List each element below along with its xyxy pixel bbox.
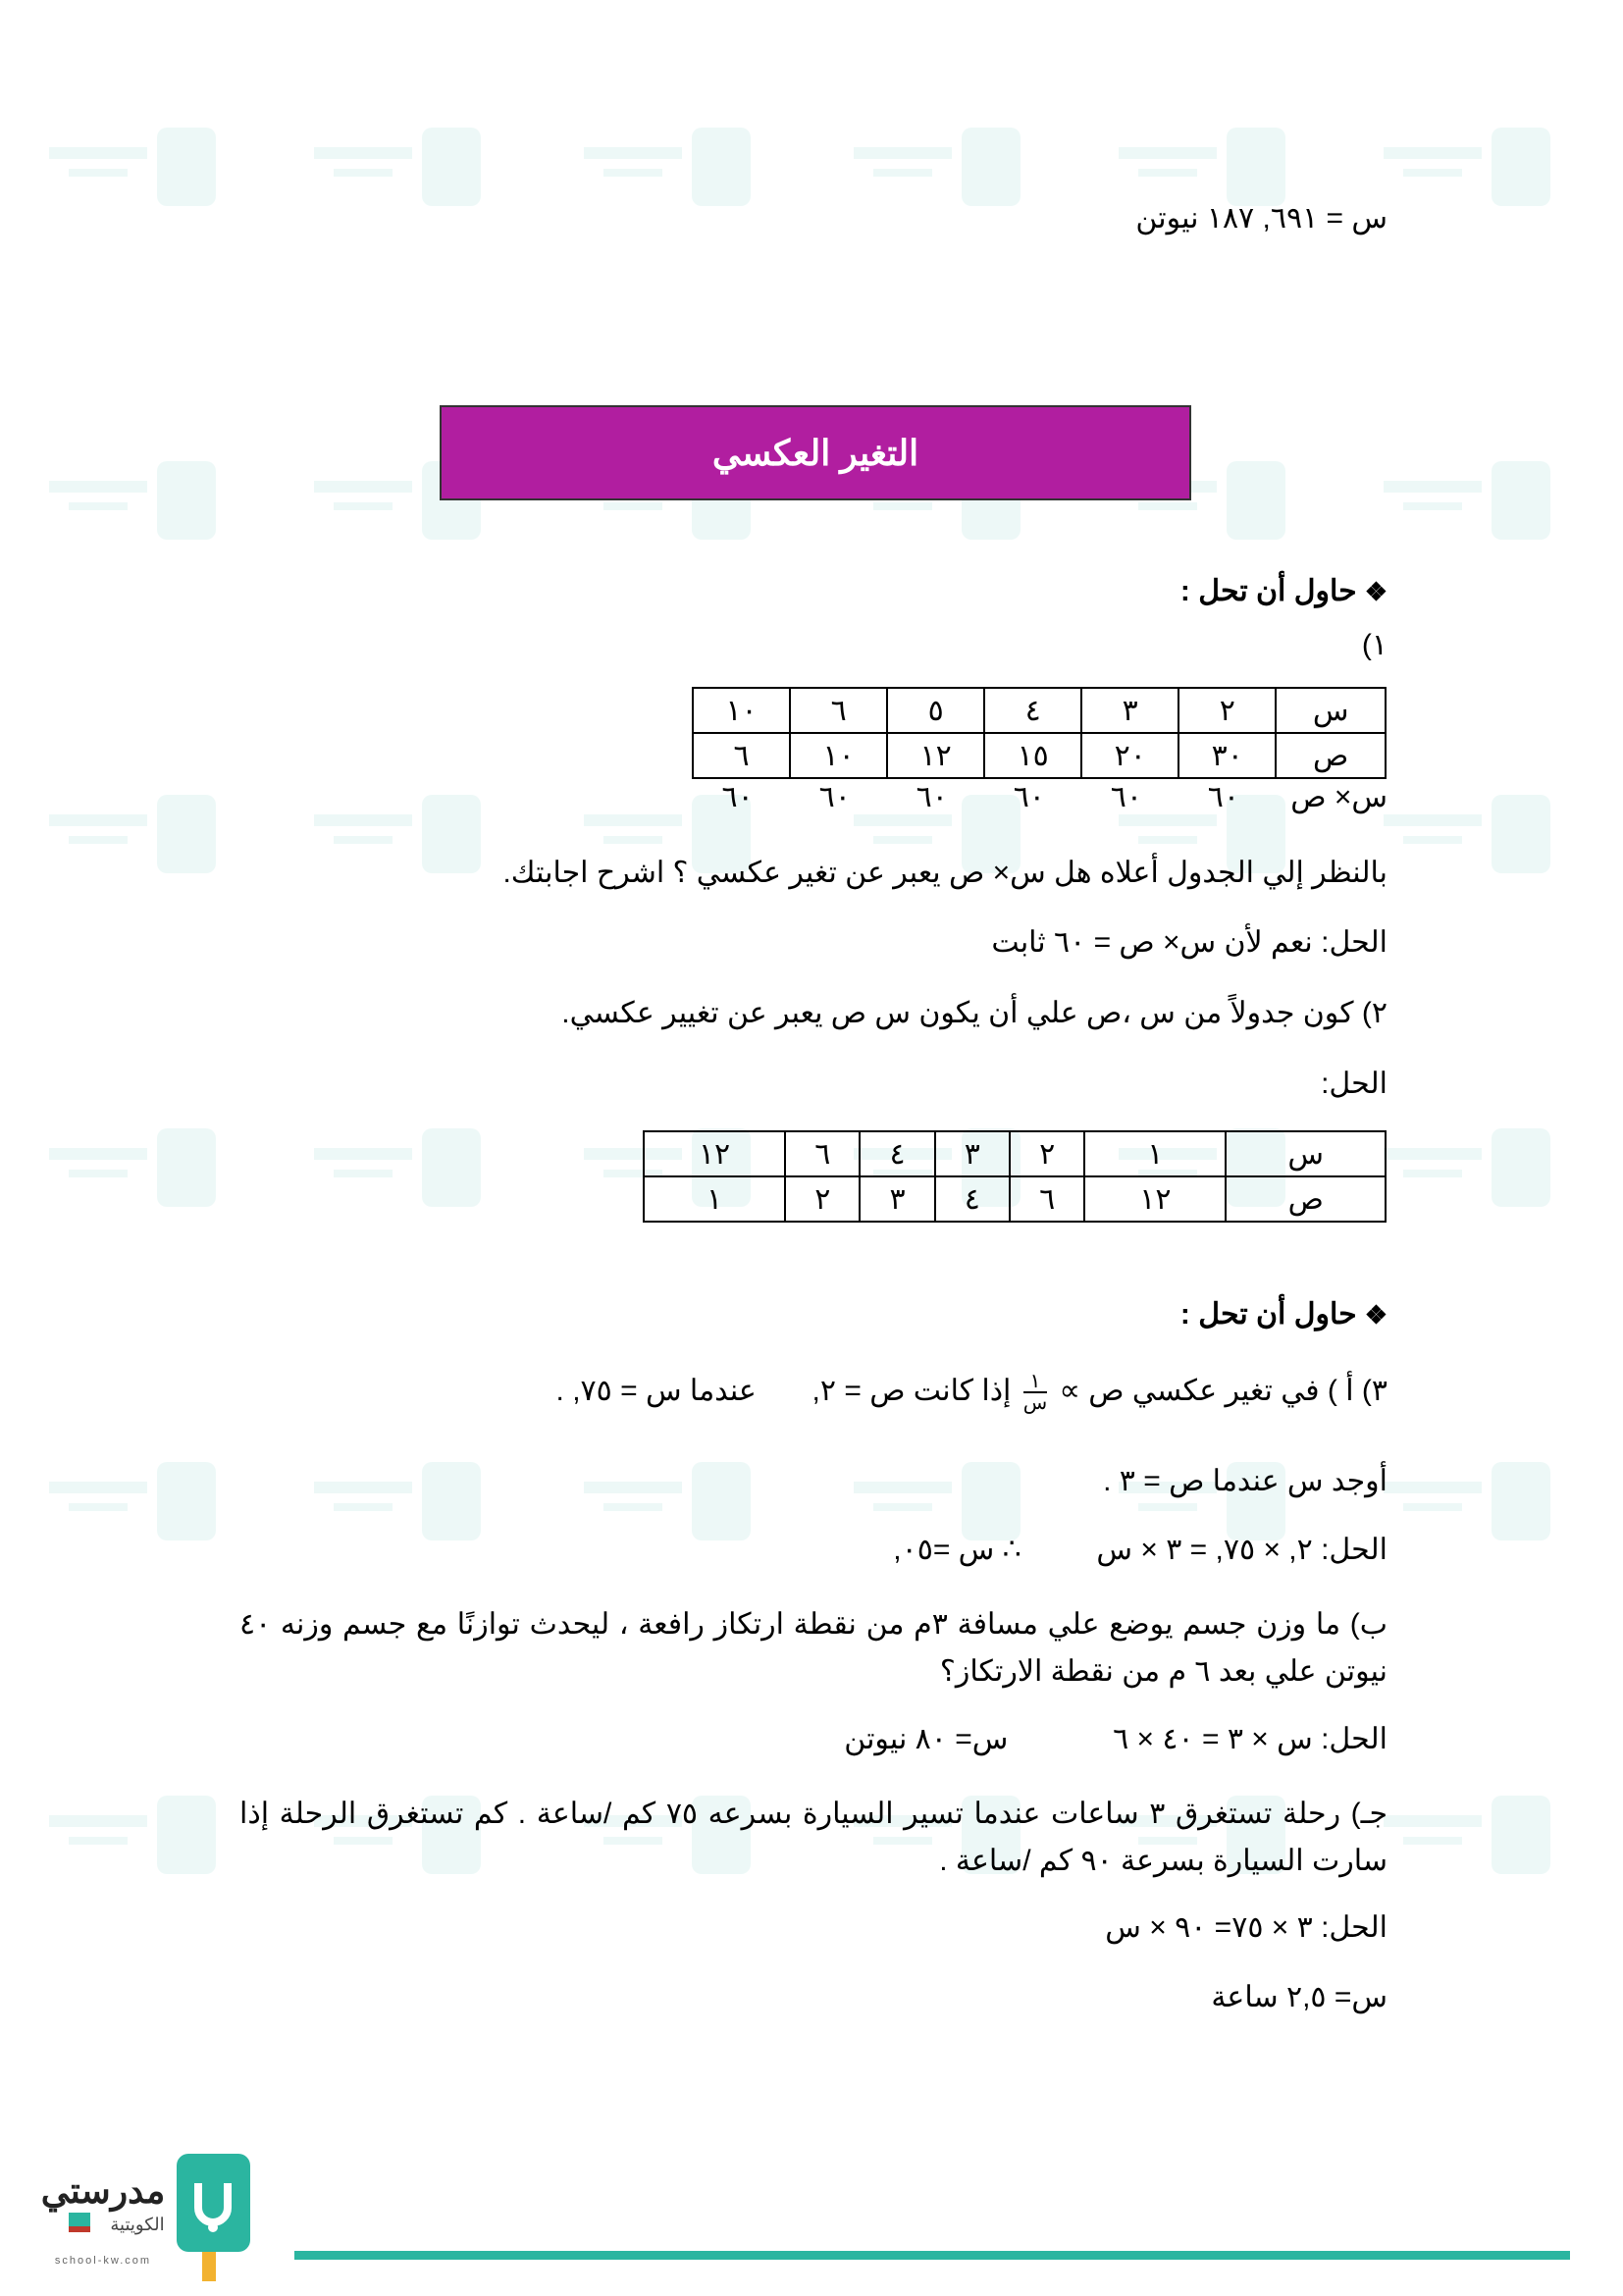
table-cell: ٦	[790, 688, 887, 733]
product-value: ٦٠	[916, 781, 948, 813]
question-1-solution: الحل: نعم لأن س× ص = ٦٠ ثابت	[991, 926, 1387, 959]
table-cell: ٤	[984, 688, 1081, 733]
question-3c-result: س= ٢,٥ ساعة	[1211, 1981, 1387, 2013]
table-cell: ١٠	[790, 733, 887, 778]
product-label: س× ص	[1290, 781, 1387, 813]
table-cell: ٥	[887, 688, 984, 733]
product-value: ٦٠	[721, 781, 754, 813]
table-cell: ٢	[785, 1176, 860, 1222]
table-row	[693, 688, 1386, 733]
product-value: ٦٠	[1207, 781, 1239, 813]
table-row-header: ص	[1226, 1176, 1386, 1222]
product-value: ٦٠	[1013, 781, 1045, 813]
banner-title: التغير العكسي	[711, 432, 919, 473]
table-cell: ١٠	[693, 688, 790, 733]
question-3c-solution: الحل: ٣ × ٧٥= ٩٠ × س	[1105, 1911, 1387, 1944]
question-2-text: ٢) كون جدولاً من س ،ص علي أن يكون س ص يعبر عن تغيير عكسي.	[561, 997, 1387, 1029]
table-row-header: س	[1276, 688, 1386, 733]
question-3a-find: أوجد س عندما ص = ٣ .	[1103, 1465, 1387, 1497]
madrasati-logo	[29, 2154, 285, 2291]
table-row-header: ص	[1276, 733, 1386, 778]
top-result: س = ٦٩١, ١٨٧ نيوتن	[1135, 202, 1387, 235]
table-cell: ٢	[1010, 1131, 1084, 1176]
table-1	[692, 687, 1387, 779]
table-row	[693, 733, 1386, 778]
table-cell: ١٢	[644, 1131, 785, 1176]
table-cell: ٣٠	[1178, 733, 1276, 778]
table-cell: ٦	[693, 733, 790, 778]
fraction-one-over-x: $\frac{١}{\text{س}}$	[1022, 1371, 1048, 1414]
logo-url: school-kw.com	[54, 2255, 152, 2267]
table-cell: ٢	[1178, 688, 1276, 733]
table-cell: ٣	[860, 1176, 934, 1222]
question-1-text: بالنظر إلي الجدول أعلاه هل س× ص يعبر عن تغير عكسي ؟ اشرح اجابتك.	[502, 857, 1387, 889]
footer-divider	[294, 2251, 1570, 2260]
table-cell: ١	[644, 1176, 785, 1222]
table-cell: ٣	[935, 1131, 1010, 1176]
logo-sub: الكويتية	[110, 2215, 165, 2234]
table-cell: ٤	[935, 1176, 1010, 1222]
question-2-solution-label: الحل:	[1321, 1068, 1387, 1100]
question-3a-solution: الحل: ٢, × ٧٥, = ٣ × س ∴ س =٠٥,	[893, 1534, 1387, 1566]
section-banner	[440, 405, 1191, 500]
table-2	[643, 1130, 1387, 1223]
question-3c-text: جـ) رحلة تستغرق ٣ ساعات عندما تسير السيارة بسرعه ٧٥ كم /ساعة . كم تستغرق الرحلة إذا سارت السيارة بسرعة ٩٠ كم /ساعة .	[239, 1798, 1388, 1877]
logo-name: مدرستي	[40, 2170, 166, 2211]
diamond-bullet-icon: ❖	[1364, 1300, 1387, 1330]
table-cell: ١٢	[1084, 1176, 1226, 1222]
try-solve-heading-1: ❖حاول أن تحل :	[1179, 575, 1387, 607]
table-cell: ١	[1084, 1131, 1226, 1176]
table-cell: ٦	[785, 1131, 860, 1176]
question-3b-text: ب) ما وزن جسم يوضع علي مسافة ٣م من نقطة ارتكاز رافعة ، ليحدث توازنًا مع جسم وزنه ٤٠ نيوتن علي بعد ٦ م من نقطة الارتكاز؟	[239, 1608, 1387, 1688]
table-cell: ٢٠	[1081, 733, 1178, 778]
table-cell: ٣	[1081, 688, 1178, 733]
question-3b-solution: الحل: س × ٣ = ٤٠ × ٦ س= ٨٠ نيوتن	[844, 1723, 1387, 1755]
product-value: ٦٠	[1110, 781, 1142, 813]
table-row	[644, 1176, 1386, 1222]
try-solve-heading-2: ❖حاول أن تحل :	[1179, 1298, 1387, 1331]
table-row	[644, 1131, 1386, 1176]
table-cell: ٦	[1010, 1176, 1084, 1222]
question-3a-text: ٣) أ ) في تغير عكسي ص ∝ $\frac{١}{\text{س}}$ إذا كانت ص = ٢, عندما س = ٧٥, .	[555, 1371, 1387, 1414]
table-cell: ١٢	[887, 733, 984, 778]
product-value: ٦٠	[818, 781, 851, 813]
table-cell: ١٥	[984, 733, 1081, 778]
table-row-header: س	[1226, 1131, 1386, 1176]
diamond-bullet-icon: ❖	[1364, 577, 1387, 606]
question-1-label: ١)	[1361, 629, 1387, 661]
table-cell: ٤	[860, 1131, 934, 1176]
